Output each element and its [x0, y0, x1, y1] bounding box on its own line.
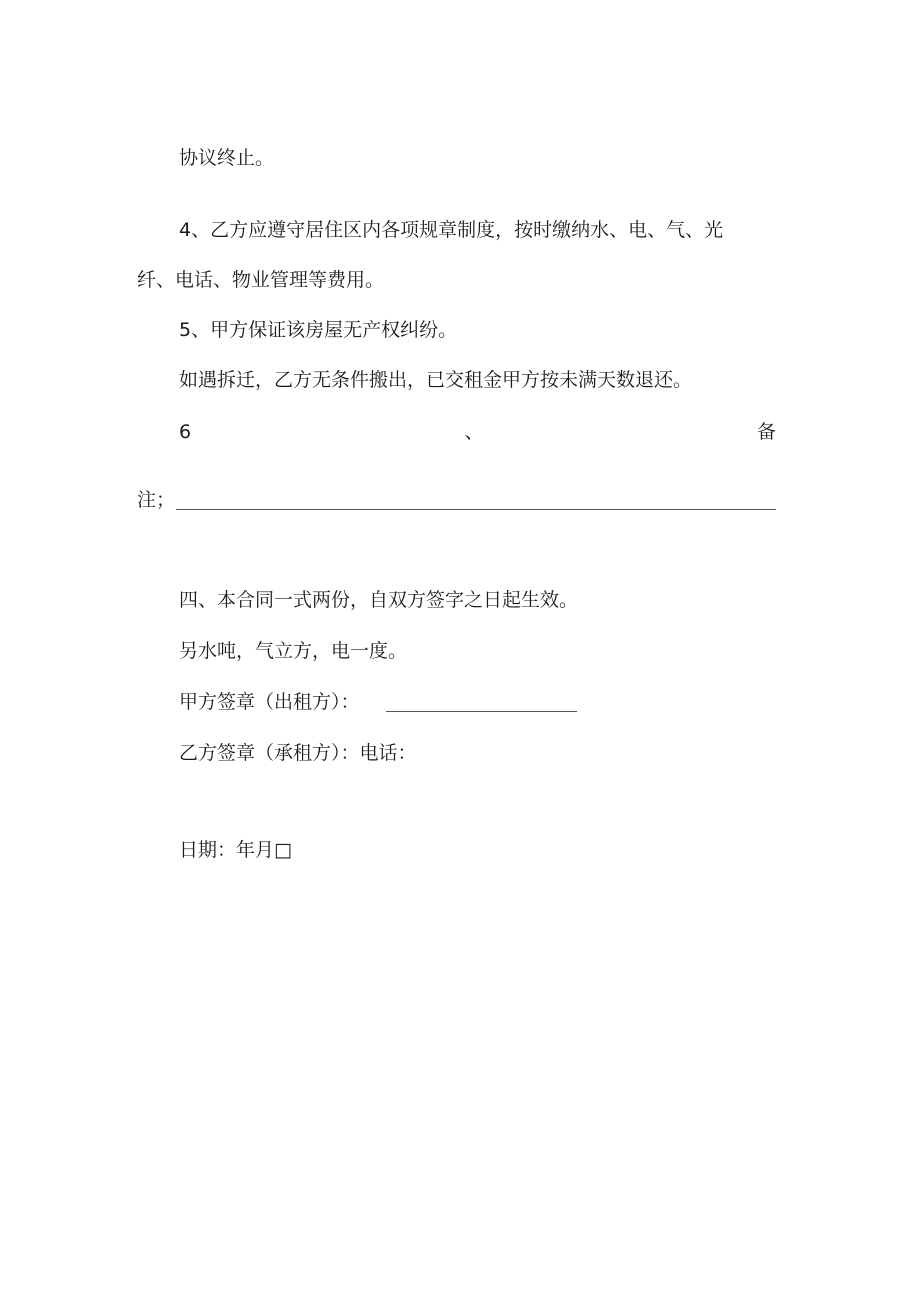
item-4-line-1: 4、乙方应遵守居住区内各项规章制度，按时缴纳水、电、气、光	[179, 219, 724, 241]
item-6-line	[179, 420, 776, 444]
demolition-clause: 如遇拆迁，乙方无条件搬出，已交租金甲方按未满天数退还。	[179, 369, 693, 391]
utilities-readings: 另水吨，气立方，电一度。	[179, 640, 408, 662]
item-5: 5、甲方保证该房屋无产权纠纷。	[179, 319, 458, 341]
clause-4-effective: 四、本合同一式两份，自双方签字之日起生效。	[179, 589, 579, 611]
party-b-signature-label: 乙方签章（承租方）：电话：	[179, 742, 417, 764]
item-6-remark-start: 备	[756, 421, 776, 443]
item-6-number: 6	[179, 421, 192, 443]
item-6-separator: 、	[464, 421, 484, 443]
party-a-signature-line	[386, 711, 577, 712]
party-a-signature-label: 甲方签章（出租方）：	[179, 691, 360, 713]
remark-blank-line	[176, 509, 776, 510]
date-line: 日期：年月□	[179, 839, 292, 861]
paragraph-agreement-termination: 协议终止。	[179, 147, 275, 169]
item-4-line-2: 纤、电话、物业管理等费用。	[137, 269, 385, 291]
remark-label: 注；	[137, 489, 176, 511]
